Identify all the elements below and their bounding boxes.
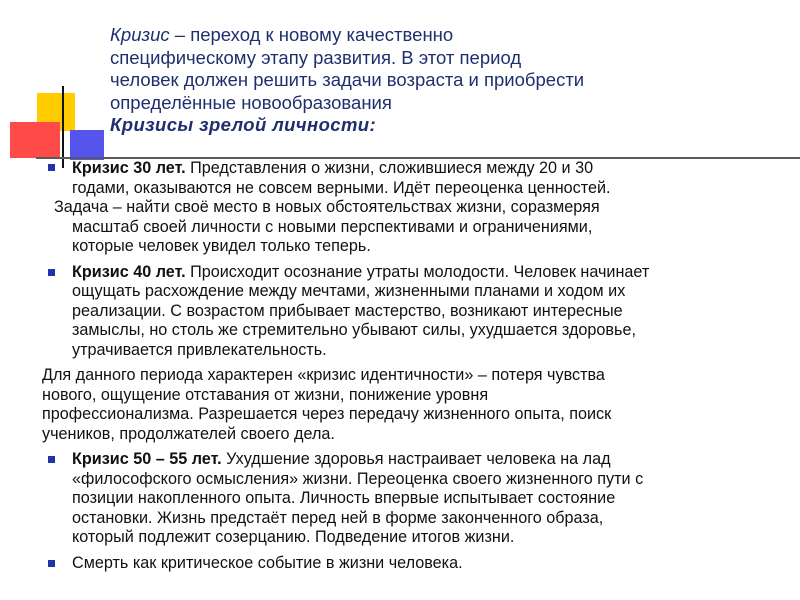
bullet-icon — [48, 164, 55, 171]
bullet-icon — [48, 269, 55, 276]
identity-crisis-paragraph: Для данного периода характерен «кризис идентичности» – потеря чувства нового, ощущение отставания от жизни, понижение уровня профессионализма. Разрешается через передачу жизненного опыта, поиск учеников, продолжателей своего дела. — [42, 366, 612, 443]
decorative-vertical-line — [62, 86, 64, 168]
slide-content — [42, 159, 786, 579]
term-krizis: Кризис — [110, 24, 170, 45]
bullet-icon — [48, 456, 55, 463]
list-item-crisis-30: Кризис 30 лет. Представления о жизни, сложившиеся между 20 и 30 годами, оказываются не совсем верными. Идёт переоценка ценностей. Задача – найти своё место в новых обстоятельствах жизни, соразмеряя масштаб своей личности с новыми перспективами и ограничениями, которые человек увидел только теперь. — [46, 159, 786, 257]
definition-line-3: человек должен решить задачи возраста и приобрести — [110, 69, 585, 90]
bullet-icon — [48, 560, 55, 567]
decorative-red-square — [10, 122, 60, 158]
slide-header — [110, 24, 790, 137]
definition-line-1: Кризис – переход к новому качественно — [110, 24, 454, 45]
slide-subtitle: Кризисы зрелой личности: — [110, 114, 377, 135]
decorative-blue-square — [70, 130, 104, 160]
list-item-death: Смерть как критическое событие в жизни человека. — [46, 554, 786, 574]
definition-line-2: специфическому этапу развития. В этот период — [110, 46, 522, 68]
definition-line-4: определённые новообразования — [110, 91, 392, 113]
list-item-crisis-50-55: Кризис 50 – 55 лет. Ухудшение здоровья настраивает человека на лад «философского осмысления» жизни. Переоценка своего жизненного пути с позиции накопленного опыта. Личность впервые испытывает состояние остановки. Жизнь предстаёт перед ней в форме законченного образа, который подлежит созерцанию. Подведение итогов жизни. — [46, 450, 786, 548]
list-item-crisis-40: Кризис 40 лет. Происходит осознание утраты молодости. Человек начинает ощущать расхождение между мечтами, жизненными планами и ходом их реализации. С возрастом прибывает мастерство, возникают интересные замыслы, но столь же стремительно убывают силы, ухудшается здоровье, утрачивается привлекательность. — [46, 263, 786, 361]
